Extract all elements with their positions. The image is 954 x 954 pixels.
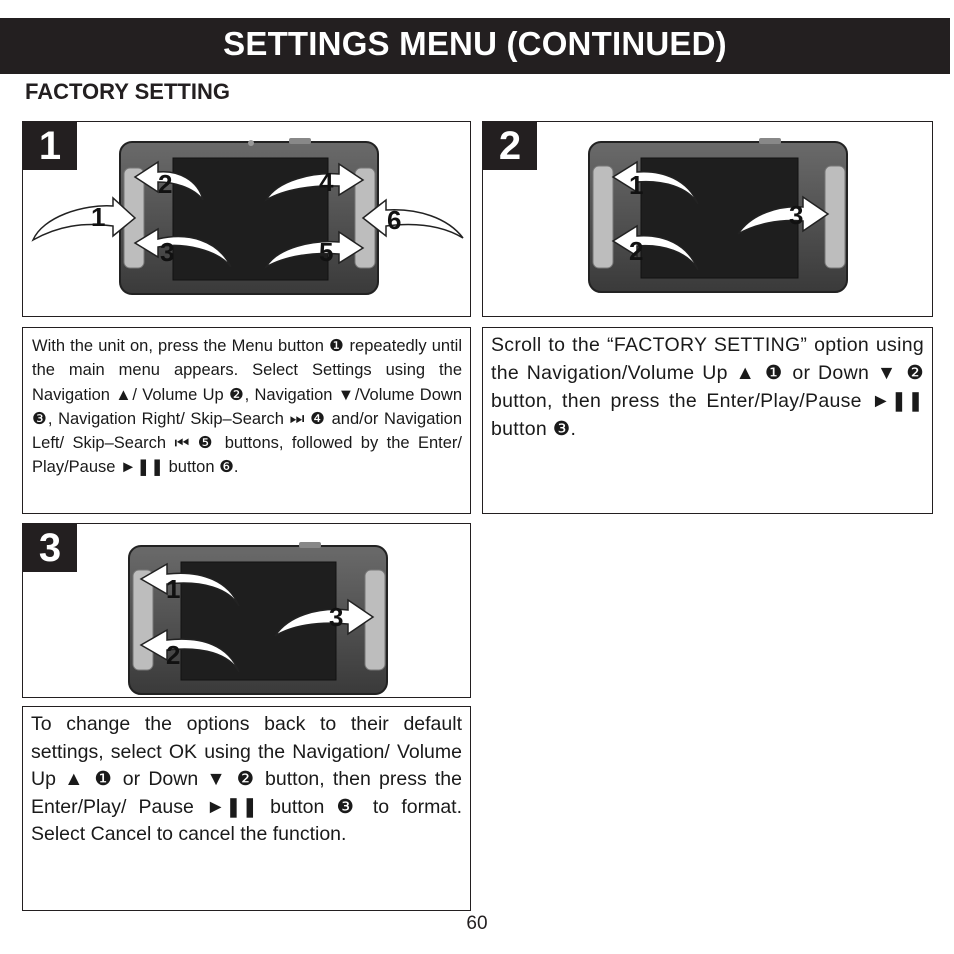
step-2-badge: 2 bbox=[483, 122, 537, 170]
section-title: FACTORY SETTING bbox=[25, 79, 230, 104]
right-buttons bbox=[825, 166, 845, 268]
device-diagram-2 bbox=[483, 122, 933, 317]
step-1-instructions bbox=[22, 327, 471, 514]
step-1-illustration bbox=[22, 121, 471, 317]
arrow-label: 4 bbox=[319, 167, 334, 197]
arrow-label: 2 bbox=[166, 640, 181, 670]
arrow-label: 1 bbox=[166, 574, 181, 604]
arrow-label: 2 bbox=[629, 236, 644, 266]
step-3-instructions bbox=[22, 706, 471, 911]
arrow-label: 3 bbox=[329, 602, 344, 632]
power-switch bbox=[289, 138, 311, 144]
arrow-label: 6 bbox=[387, 205, 402, 235]
step-3-badge: 3 bbox=[23, 524, 77, 572]
step-1-badge: 1 bbox=[23, 122, 77, 170]
power-switch bbox=[759, 138, 781, 144]
step-2-text: Scroll to the “FACTORY SETTING” option using the Navigation/Volume Up ▲ ❶ or Down ▼ ❷ button, then press the Enter/Play/Pause ►❚❚ button ❸. bbox=[491, 334, 924, 440]
power-switch bbox=[299, 542, 321, 548]
arrow-label: 1 bbox=[91, 202, 106, 232]
step-3-illustration bbox=[22, 523, 471, 698]
page-number: 60 bbox=[466, 913, 488, 934]
arrow-label: 2 bbox=[158, 169, 173, 199]
step-2-illustration bbox=[482, 121, 933, 317]
page-title: SETTINGS MENU (CONTINUED) bbox=[223, 25, 727, 62]
arrow-label: 5 bbox=[319, 237, 334, 267]
left-buttons bbox=[593, 166, 613, 268]
arrow-label: 3 bbox=[160, 237, 175, 267]
step-2-instructions bbox=[482, 327, 933, 514]
device-diagram-3 bbox=[23, 524, 471, 698]
arrow-label: 3 bbox=[789, 200, 804, 230]
arrow-label: 1 bbox=[629, 170, 644, 200]
sensor-dot bbox=[248, 140, 254, 146]
step-3-text: To change the options back to their default settings, select OK using the Navigation/ Volume Up ▲ ❶ or Down ▼ ❷ button, then press the Enter/Play/ Pause ►❚❚ button ❸ to format. Select Cancel to cancel the function. bbox=[31, 713, 462, 845]
step-1-text: With the unit on, press the Menu button ❶ repeatedly until the main menu appears. Select Settings using the Navigation ▲/ Volume Up ❷, Navigation ▼/Volume Down ❸, Navigation Right/ Skip–Search ⏭ ❹ and/or Navigation Left/ Skip–Search ⏮ ❺ buttons, followed by the Enter/ Play/Pause ►❚❚ button ❻. bbox=[32, 337, 462, 477]
device-diagram-1 bbox=[23, 122, 471, 317]
page-header bbox=[0, 18, 950, 74]
